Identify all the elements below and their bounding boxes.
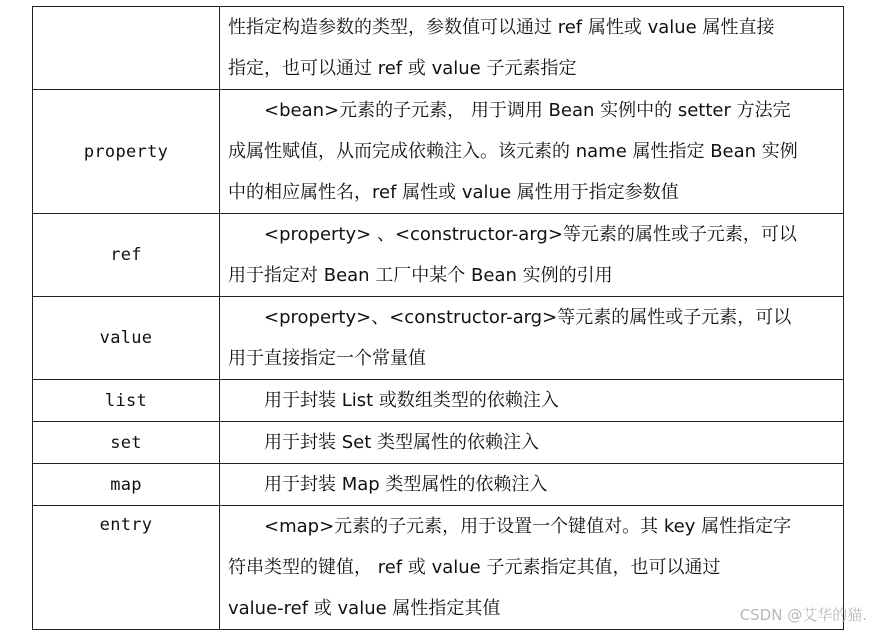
element-description-cell bbox=[220, 214, 844, 297]
description-line: 中的相应属性名，ref 属性或 value 属性用于指定参数值 bbox=[228, 182, 679, 203]
element-description-cell bbox=[220, 422, 844, 464]
description-line: 性指定构造参数的类型，参数值可以通过 ref 属性或 value 属性直接 bbox=[228, 17, 775, 38]
element-name-cell: value bbox=[33, 297, 220, 380]
table-row bbox=[33, 90, 844, 214]
description-line: 符串类型的键值， ref 或 value 子元素指定其值，也可以通过 bbox=[228, 557, 721, 578]
table-row bbox=[33, 506, 844, 630]
element-name-cell: map bbox=[33, 464, 220, 506]
spring-elements-table bbox=[32, 6, 844, 630]
description-line: 用于封装 Map 类型属性的依赖注入 bbox=[264, 474, 548, 495]
element-name-cell: set bbox=[33, 422, 220, 464]
description-line: 用于封装 Set 类型属性的依赖注入 bbox=[264, 432, 539, 453]
element-description-cell bbox=[220, 464, 844, 506]
table-row bbox=[33, 214, 844, 297]
description-line: 用于封装 List 或数组类型的依赖注入 bbox=[264, 390, 559, 411]
table-row bbox=[33, 297, 844, 380]
element-name-cell: ref bbox=[33, 214, 220, 297]
element-description-cell bbox=[220, 90, 844, 214]
element-description-cell bbox=[220, 7, 844, 90]
element-name-cell bbox=[33, 7, 220, 90]
description-line: 指定，也可以通过 ref 或 value 子元素指定 bbox=[228, 58, 577, 79]
table-row bbox=[33, 7, 844, 90]
element-name-cell: list bbox=[33, 380, 220, 422]
element-description-cell bbox=[220, 297, 844, 380]
table-row bbox=[33, 380, 844, 422]
description-line: 用于直接指定一个常量值 bbox=[228, 348, 426, 369]
description-line: <bean>元素的子元素， 用于调用 Bean 实例中的 setter 方法完 bbox=[264, 100, 791, 121]
description-line: <property> 、<constructor-arg>等元素的属性或子元素，可以 bbox=[264, 224, 797, 245]
description-line: 成属性赋值，从而完成依赖注入。该元素的 name 属性指定 Bean 实例 bbox=[228, 141, 798, 162]
description-line: 用于指定对 Bean 工厂中某个 Bean 实例的引用 bbox=[228, 265, 613, 286]
table-row bbox=[33, 422, 844, 464]
csdn-watermark: CSDN @艾华的猫. bbox=[739, 606, 867, 624]
table-row bbox=[33, 464, 844, 506]
description-line: <property>、<constructor-arg>等元素的属性或子元素，可以 bbox=[264, 307, 792, 328]
element-name-cell: property bbox=[33, 90, 220, 214]
description-line: <map>元素的子元素，用于设置一个键值对。其 key 属性指定字 bbox=[264, 516, 792, 537]
description-line: value-ref 或 value 属性指定其值 bbox=[228, 598, 501, 619]
element-description-cell bbox=[220, 380, 844, 422]
element-name-cell: entry bbox=[33, 506, 220, 630]
